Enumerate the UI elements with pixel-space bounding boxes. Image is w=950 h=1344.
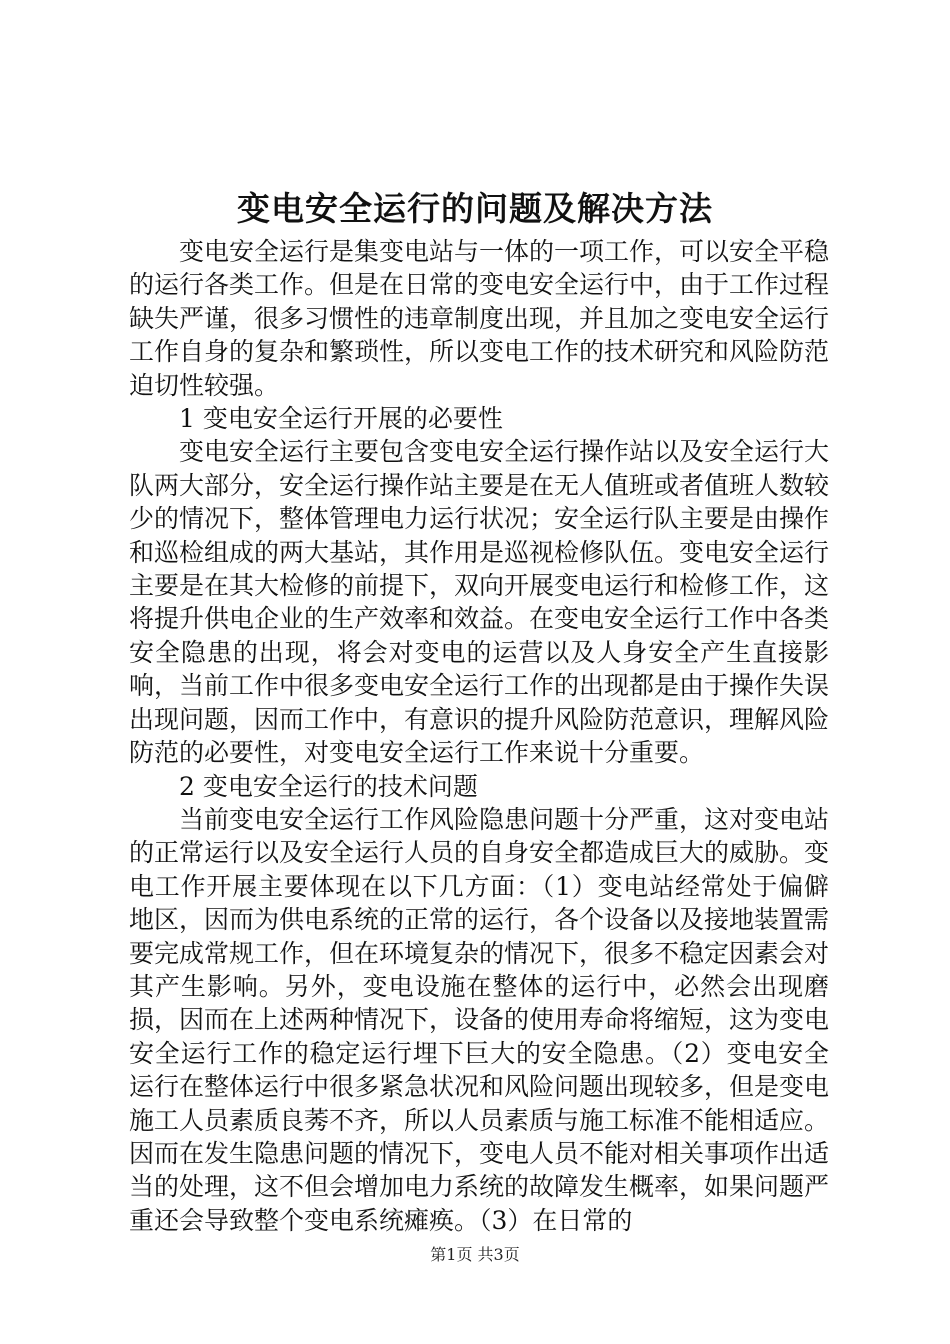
section-heading-2: 2 变电安全运行的技术问题 bbox=[179, 771, 478, 801]
document-body bbox=[129, 235, 829, 1237]
page-footer: 第1页 共3页 bbox=[430, 1245, 520, 1264]
document-title: 变电安全运行的问题及解决方法 bbox=[237, 189, 713, 228]
paragraph-section-1: 变电安全运行主要包含变电安全运行操作站以及安全运行大队两大部分，安全运行操作站主要是在无人值班或者值班人数较少的情况下，整体管理电力运行状况；安全运行队主要是由操作和巡检组成的两大基站，其作用是巡视检修队伍。变电安全运行主要是在其大检修的前提下，双向开展变电运行和检修工作，这将提升供电企业的生产效率和效益。在变电安全运行工作中各类安全隐患的出现，将会对变电的运营以及人身安全产生直接影响，当前工作中很多变电安全运行工作的出现都是由于操作失误出现问题，因而工作中，有意识的提升风险防范意识，理解风险防范的必要性，对变电安全运行工作来说十分重要。 bbox=[129, 437, 830, 768]
paragraph-intro: 变电安全运行是集变电站与一体的一项工作，可以安全平稳的运行各类工作。但是在日常的变电安全运行中，由于工作过程缺失严谨，很多习惯性的违章制度出现，并且加之变电安全运行工作自身的复杂和繁琐性，所以变电工作的技术研究和风险防范迫切性较强。 bbox=[129, 237, 830, 400]
paragraph-section-2: 当前变电安全运行工作风险隐患问题十分严重，这对变电站的正常运行以及安全运行人员的自身安全都造成巨大的威胁。变电工作开展主要体现在以下几方面：（1）变电站经常处于偏僻地区，因而为供电系统的正常的运行，各个设备以及接地装置需要完成常规工作，但在环境复杂的情况下，很多不稳定因素会对其产生影响。另外，变电设施在整体的运行中，必然会出现磨损，因而在上述两种情况下，设备的使用寿命将缩短，这为变电安全运行工作的稳定运行埋下巨大的安全隐患。（2）变电安全运行在整体运行中很多紧急状况和风险问题出现较多，但是变电施工人员素质良莠不齐，所以人员素质与施工标准不能相适应。因而在发生隐患问题的情况下，变电人员不能对相关事项作出适当的处理，这不但会增加电力系统的故障发生概率，如果问题严重还会导致整个变电系统瘫痪。（3）在日常的 bbox=[129, 804, 830, 1235]
section-heading-1: 1 变电安全运行开展的必要性 bbox=[179, 404, 503, 434]
